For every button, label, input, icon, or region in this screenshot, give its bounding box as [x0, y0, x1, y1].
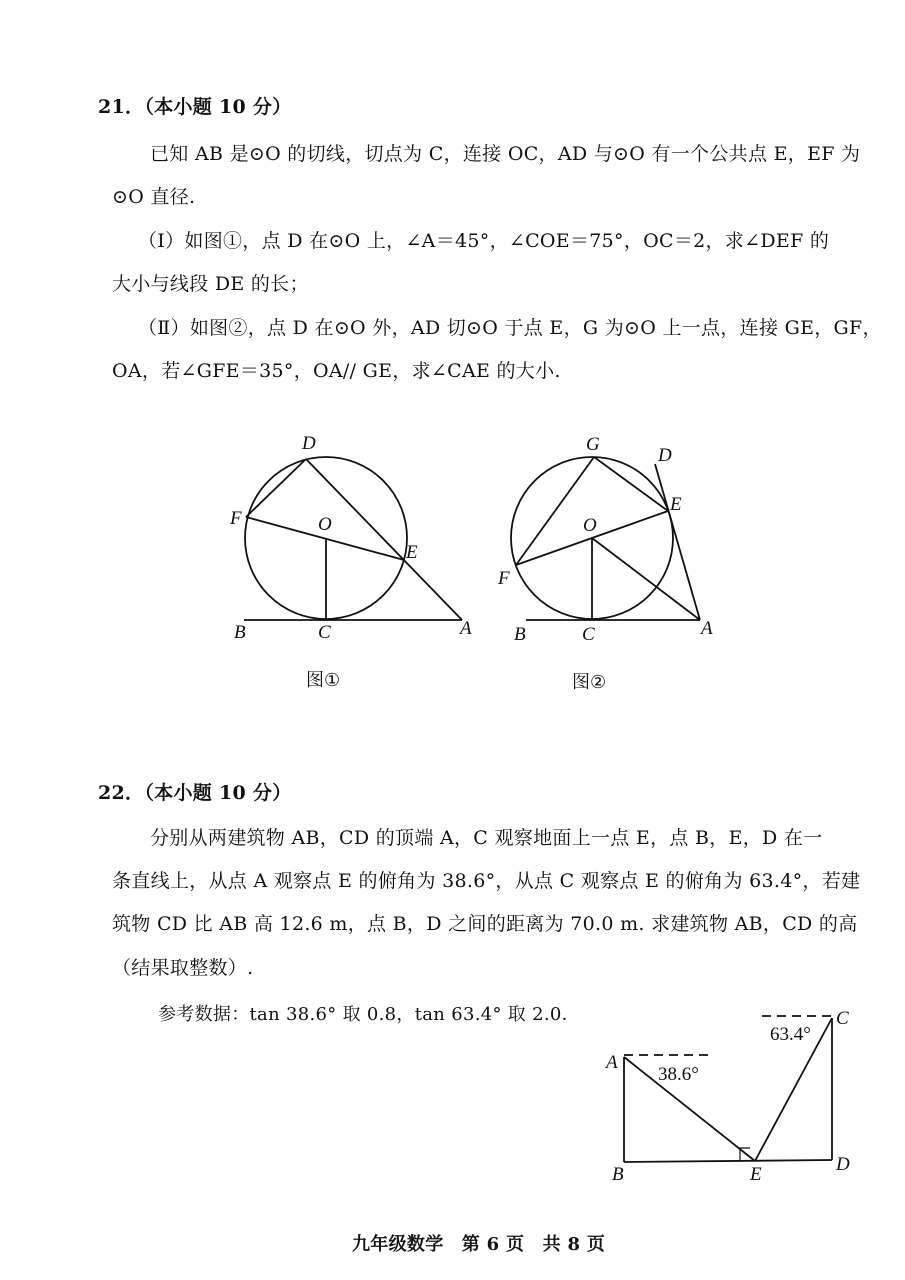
fig1-label-d: D	[302, 433, 316, 454]
fig2-segment-oa	[592, 538, 700, 620]
fig3-label-e: E	[750, 1164, 762, 1185]
fig3-ground-bd	[624, 1160, 832, 1162]
fig1-caption: 图①	[306, 670, 341, 691]
fig2-label-c: C	[582, 624, 595, 645]
q21-line-6: OA，若∠GFE＝35°，OA// GE，求∠CAE 的大小.	[112, 360, 561, 382]
q21-line-5: （Ⅱ）如图②，点 D 在⊙O 外，AD 切⊙O 于点 E，G 为⊙O 上一点，连接 GE，GF，	[138, 317, 882, 339]
figure-2	[511, 457, 700, 620]
q22-line-4: （结果取整数）.	[112, 957, 254, 979]
fig2-label-e: E	[670, 494, 682, 515]
fig3-label-a: A	[606, 1052, 618, 1073]
fig2-segment-fg	[516, 457, 594, 565]
fig1-label-e: E	[406, 542, 418, 563]
fig2-label-b: B	[514, 624, 526, 645]
q22-line-2: 条直线上，从点 A 观察点 E 的俯角为 38.6°，从点 C 观察点 E 的俯角为 63.4°，若建	[112, 870, 861, 892]
q22-header: 22．（本小题 10 分）	[98, 782, 292, 804]
fig3-angle-c: 63.4°	[770, 1024, 811, 1045]
fig3-label-d: D	[836, 1154, 850, 1175]
fig1-label-o: O	[318, 514, 332, 535]
q21-line-1: 已知 AB 是⊙O 的切线，切点为 C，连接 OC，AD 与⊙O 有一个公共点 E，EF 为	[150, 143, 861, 165]
fig1-label-c: C	[318, 622, 331, 643]
fig2-label-a: A	[701, 618, 713, 639]
q21-header: 21．（本小题 10 分）	[98, 96, 292, 118]
fig3-label-c: C	[836, 1008, 849, 1029]
fig2-caption: 图②	[572, 672, 607, 693]
q21-line-4: 大小与线段 DE 的长；	[112, 273, 309, 295]
fig1-label-f: F	[230, 508, 242, 529]
fig2-label-g: G	[586, 434, 600, 455]
fig1-label-a: A	[460, 618, 472, 639]
fig1-label-b: B	[234, 622, 246, 643]
q22-reference-data: 参考数据：tan 38.6° 取 0.8，tan 63.4° 取 2.0．	[158, 1004, 580, 1025]
fig2-label-d: D	[658, 445, 672, 466]
fig2-tangent-da	[655, 464, 700, 620]
q21-line-3: （Ⅰ）如图①，点 D 在⊙O 上，∠A＝45°，∠COE＝75°，OC＝2，求∠DEF 的	[138, 230, 830, 252]
fig3-label-b: B	[612, 1164, 624, 1185]
fig3-angle-a: 38.6°	[658, 1064, 699, 1085]
page-footer: 九年级数学 第 6 页 共 8 页	[352, 1234, 606, 1255]
q22-line-3: 筑物 CD 比 AB 高 12.6 m，点 B，D 之间的距离为 70.0 m. 求建筑物 AB，CD 的高	[112, 913, 858, 935]
fig2-label-o: O	[583, 515, 597, 536]
fig2-label-f: F	[498, 568, 510, 589]
figure-1	[244, 457, 462, 620]
q22-line-1: 分别从两建筑物 AB，CD 的顶端 A，C 观察地面上一点 E，点 B，E，D 在一	[150, 827, 823, 849]
fig2-segment-ge	[594, 457, 668, 511]
fig1-segment-fd	[246, 459, 306, 517]
q21-line-2: ⊙O 直径.	[112, 186, 196, 208]
